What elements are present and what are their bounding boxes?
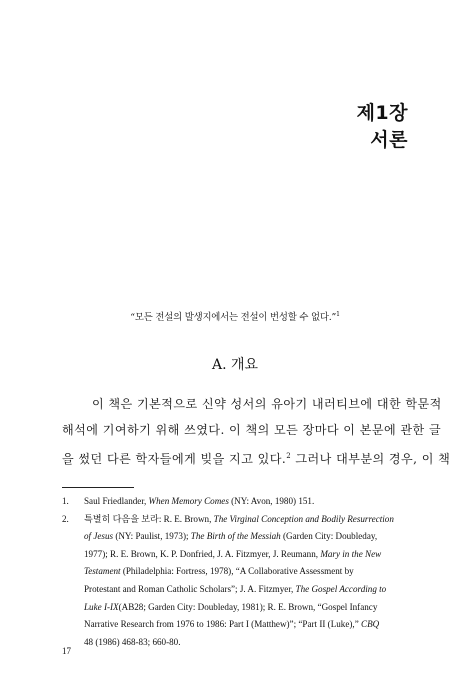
footnote-text: (NY: Avon, 1980) 151.: [228, 496, 315, 506]
footnote-2: [62, 511, 410, 652]
epigraph: [0, 309, 470, 323]
footnote-ref: 2: [286, 452, 292, 460]
footnote-text: (NY: Paulist, 1973);: [113, 531, 191, 542]
footnote-ref: 1: [336, 310, 340, 318]
footnote-text: 48 (1986) 468-83; 660-80.: [84, 636, 181, 647]
footnote-number: 2.: [62, 513, 69, 524]
footnote-title: Luke I-IX: [84, 601, 119, 612]
footnote-divider: [62, 487, 134, 488]
footnote-title: The Birth of the Messiah: [190, 531, 281, 542]
epigraph-text: “모든 전설의 발생지에서는 전설이 번성할 수 없다.”: [130, 312, 337, 323]
footnote-text: 특별히 다음을 보라: R. E. Brown,: [84, 513, 214, 524]
footnote-text: 1977); R. E. Brown, K. P. Donfried, J. A. Fitzmyer, J. Reumann,: [84, 548, 321, 559]
footnote-title: Testament: [84, 566, 121, 577]
chapter-heading: [357, 100, 408, 154]
footnotes: [62, 493, 410, 651]
footnote-title: CBQ: [361, 619, 380, 630]
body-text: 그러나 대부분의 경우, 이 책: [291, 452, 451, 467]
page-number: 17: [62, 646, 71, 656]
body-text: 을 썼던 다른 학자들에게 빚을 지고 있다.: [62, 452, 287, 467]
body-paragraph: [62, 391, 451, 472]
footnote-title: of Jesus: [84, 531, 114, 542]
footnote-text: Saul Friedlander,: [84, 496, 149, 506]
body-line: [62, 443, 451, 472]
footnote-number: 1.: [62, 496, 69, 506]
chapter-number: 제1장: [356, 102, 408, 124]
footnote-text: (AB28; Garden City: Doubleday, 1981); R. E. Brown, “Gospel Infancy: [118, 601, 378, 612]
footnote-text: Narrative Research from 1976 to 1986: Part I (Matthew)”; “Part II (Luke),”: [84, 619, 362, 630]
body-line: 이 책은 기본적으로 신약 성서의 유아기 내러티브에 대한 학문적: [92, 397, 442, 411]
footnote-title: When Memory Comes: [148, 496, 229, 506]
footnote-1: [62, 493, 410, 511]
section-heading: A. 개요: [211, 357, 259, 373]
footnote-text: Protestant and Roman Catholic Scholars”; J. A. Fitzmyer,: [84, 583, 296, 594]
body-line: 해석에 기여하기 위해 쓰였다. 이 책의 모든 장마다 이 본문에 관한 글: [62, 423, 442, 437]
footnote-text: (Garden City: Doubleday,: [280, 531, 378, 542]
footnote-title: Mary in the New: [320, 548, 382, 559]
footnote-title: The Gospel According to: [295, 583, 387, 594]
footnote-text: (Philadelphia: Fortress, 1978), “A Collaborative Assessment by: [120, 566, 354, 577]
footnote-title: The Virginal Conception and Bodily Resurrection: [213, 513, 394, 524]
chapter-title: 서론: [370, 129, 408, 151]
